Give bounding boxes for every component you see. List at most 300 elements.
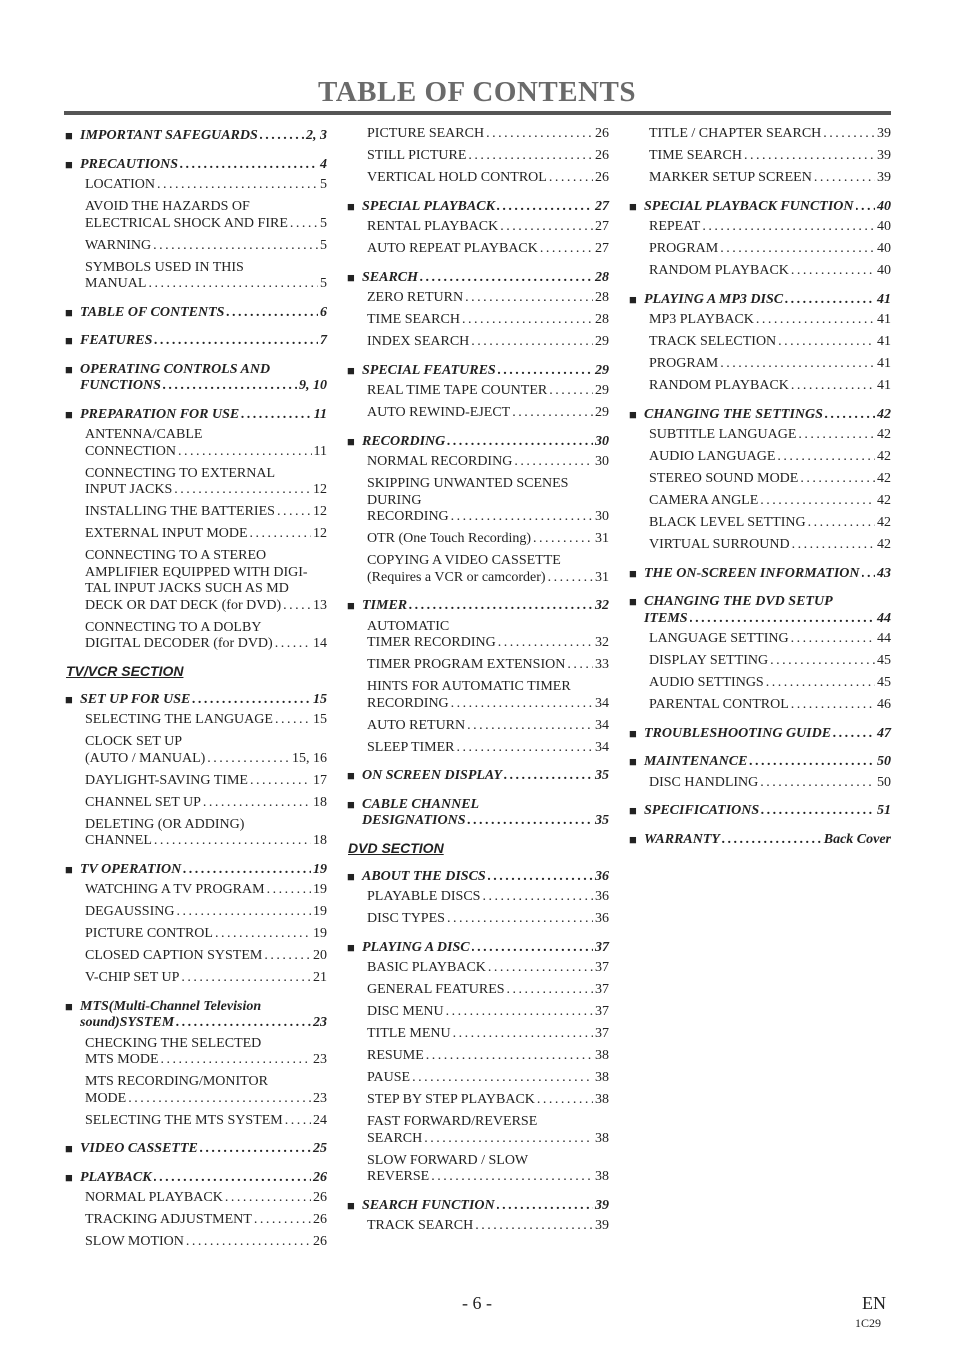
toc-column-1 — [65, 126, 327, 1256]
entry-page: 42 — [877, 493, 891, 508]
page-title: TABLE OF CONTENTS — [318, 76, 636, 108]
entry-page: 9, 10 — [299, 378, 327, 393]
toc-subentry[interactable] — [629, 537, 891, 554]
toc-subentry[interactable] — [347, 290, 609, 307]
toc-section-entry[interactable] — [65, 362, 327, 395]
entry-page: 41 — [877, 356, 891, 371]
entry-title: MP3 PLAYBACK — [649, 312, 754, 327]
entry-page: 45 — [877, 653, 891, 668]
dot-leader — [154, 333, 318, 350]
entry-title: FUNCTIONS — [80, 378, 161, 393]
entry-title: NORMAL RECORDING — [367, 454, 513, 469]
dot-leader — [862, 566, 876, 583]
entry-title-lead: DELETING (OR ADDING) — [85, 816, 245, 832]
entry-title: CHANNEL SET UP — [85, 794, 201, 810]
entry-title: ■ SEARCH — [362, 269, 419, 285]
toc-subentry[interactable] — [629, 334, 891, 351]
dot-leader — [174, 482, 311, 499]
toc-subentry[interactable] — [65, 548, 327, 614]
entry-title: TIMER RECORDING — [367, 635, 496, 650]
toc-subentry[interactable] — [65, 1212, 327, 1229]
entry-page: 15 — [313, 712, 327, 727]
dot-leader — [856, 199, 875, 216]
toc-subentry[interactable] — [629, 219, 891, 236]
toc-subentry[interactable] — [347, 383, 609, 400]
toc-subentry[interactable] — [65, 504, 327, 521]
entry-page: 17 — [313, 772, 327, 788]
entry-title: PROGRAM — [649, 356, 719, 371]
entry-page: 30 — [595, 433, 609, 449]
toc-subentry[interactable] — [347, 982, 609, 999]
toc-section-entry[interactable] — [65, 692, 327, 709]
entry-title: ■ CHANGING THE SETTINGS — [644, 406, 823, 422]
dot-leader — [161, 1052, 311, 1069]
entry-title: LOCATION — [85, 177, 155, 192]
toc-subentry[interactable] — [629, 241, 891, 258]
dot-leader — [207, 751, 290, 768]
dot-leader — [176, 1015, 311, 1032]
entry-title-lead: MTS RECORDING/MONITOR — [85, 1074, 268, 1089]
toc-subentry[interactable] — [347, 1218, 609, 1235]
toc-subentry[interactable] — [65, 948, 327, 965]
dot-leader — [409, 598, 593, 615]
entry-title: DISC MENU — [367, 1004, 444, 1019]
section-heading: DVD SECTION — [348, 839, 444, 856]
toc-subentry[interactable] — [65, 199, 327, 232]
entry-page: 25 — [313, 1141, 327, 1156]
entry-page: 26 — [313, 1190, 327, 1205]
entry-page: 26 — [595, 126, 609, 141]
toc-subentry[interactable] — [347, 911, 609, 928]
toc-subentry[interactable] — [347, 889, 609, 906]
toc-subentry[interactable] — [65, 177, 327, 194]
dot-leader — [791, 378, 875, 395]
entry-title: REVERSE — [367, 1169, 430, 1184]
entry-page: 13 — [313, 597, 327, 613]
entry-title-lead: ■ MTS(Multi-Channel Television — [80, 998, 262, 1014]
entry-title: MTS MODE — [85, 1052, 159, 1067]
dot-leader — [275, 712, 311, 729]
toc-subentry[interactable] — [629, 263, 891, 280]
entry-page: 39 — [877, 148, 891, 163]
dot-leader — [453, 1026, 593, 1043]
toc-subentry[interactable] — [347, 334, 609, 351]
entry-title: RECORDING — [367, 695, 449, 711]
entry-page: 44 — [877, 631, 891, 646]
toc-subentry[interactable] — [65, 1074, 327, 1107]
toc-subentry[interactable] — [65, 526, 327, 543]
entry-page: 6 — [320, 304, 327, 320]
dot-leader — [549, 170, 593, 187]
entry-page: 28 — [595, 269, 609, 285]
toc-subentry[interactable] — [629, 493, 891, 510]
toc-subentry[interactable] — [65, 1190, 327, 1207]
entry-title: AUTO REPEAT PLAYBACK — [367, 241, 538, 256]
entry-title: TRACKING ADJUSTMENT — [85, 1212, 252, 1227]
entry-page: 4 — [320, 156, 327, 172]
toc-column-3 — [629, 126, 891, 852]
toc-subentry[interactable] — [629, 631, 891, 648]
dot-leader — [486, 126, 593, 143]
toc-subentry[interactable] — [629, 675, 891, 692]
entry-page: 50 — [877, 754, 891, 769]
dot-leader — [777, 449, 875, 466]
entry-page: 26 — [313, 1169, 327, 1185]
entry-page: 28 — [595, 290, 609, 305]
dot-leader — [471, 334, 593, 351]
toc-subentry[interactable] — [347, 405, 609, 422]
toc-section-entry[interactable] — [347, 199, 609, 216]
entry-page: 40 — [877, 241, 891, 256]
toc-section-entry[interactable] — [65, 128, 327, 145]
toc-subentry[interactable] — [65, 926, 327, 943]
entry-title: DAYLIGHT-SAVING TIME — [85, 772, 248, 788]
toc-subentry[interactable] — [65, 1234, 327, 1251]
entry-page: 14 — [313, 636, 327, 651]
entry-page: 38 — [595, 1169, 609, 1184]
toc-section-entry[interactable] — [629, 566, 891, 583]
toc-section-entry[interactable] — [347, 434, 609, 451]
entry-page: 26 — [313, 1212, 327, 1227]
dot-leader — [163, 378, 297, 395]
toc-subentry[interactable] — [347, 679, 609, 712]
dot-leader — [283, 598, 311, 615]
toc-section-entry[interactable] — [65, 305, 327, 322]
entry-title: MODE — [85, 1090, 127, 1106]
entry-title-lead: SLOW FORWARD / SLOW — [367, 1152, 529, 1168]
entry-title: STEREO SOUND MODE — [649, 471, 799, 486]
toc-subentry[interactable] — [629, 427, 891, 444]
entry-title: DISC HANDLING — [649, 774, 759, 790]
toc-subentry[interactable] — [347, 241, 609, 258]
toc-section-entry[interactable] — [65, 407, 327, 424]
entry-title: ITEMS — [644, 610, 688, 626]
entry-title: DESIGNATIONS — [362, 813, 466, 828]
toc-subentry[interactable] — [65, 260, 327, 293]
entry-page: 39 — [877, 126, 891, 141]
dot-leader — [467, 718, 593, 735]
toc-section-entry[interactable] — [65, 333, 327, 350]
toc-section-entry[interactable] — [629, 803, 891, 820]
toc-section-entry[interactable] — [65, 157, 327, 174]
dot-leader — [798, 427, 875, 444]
entry-page: 36 — [595, 889, 609, 904]
toc-subentry[interactable] — [629, 126, 891, 143]
dot-leader — [203, 795, 311, 812]
entry-page: 36 — [595, 911, 609, 926]
toc-section-entry[interactable] — [347, 869, 609, 886]
toc-subentry[interactable] — [629, 170, 891, 187]
dot-leader — [250, 526, 311, 543]
entry-page: 23 — [313, 1015, 327, 1030]
entry-page: 19 — [313, 904, 327, 919]
toc-subentry[interactable] — [65, 882, 327, 899]
toc-section-entry[interactable] — [629, 292, 891, 309]
dot-leader — [181, 970, 311, 987]
dot-leader — [761, 803, 875, 820]
toc-section-entry[interactable] — [347, 940, 609, 957]
toc-subentry[interactable] — [347, 312, 609, 329]
dot-leader — [178, 444, 312, 461]
entry-title: INDEX SEARCH — [367, 334, 470, 349]
entry-page: 19 — [313, 882, 327, 897]
toc-section-entry[interactable] — [65, 1141, 327, 1158]
toc-subentry[interactable] — [347, 454, 609, 471]
entry-page: 42 — [877, 537, 891, 552]
dot-leader — [200, 1141, 311, 1158]
entry-title: (Requires a VCR or camcorder) — [367, 569, 546, 585]
entry-title: ZERO RETURN — [367, 290, 464, 305]
toc-subentry[interactable] — [629, 312, 891, 329]
toc-section-entry[interactable] — [347, 598, 609, 615]
dot-leader — [756, 312, 875, 329]
dot-leader — [497, 1198, 593, 1215]
dot-leader — [157, 177, 318, 194]
entry-page: 27 — [595, 241, 609, 256]
entry-page: 45 — [877, 675, 891, 690]
entry-title-lead: SKIPPING UNWANTED SCENES DURING — [367, 476, 569, 508]
dot-leader — [770, 653, 875, 670]
entry-page: 20 — [313, 948, 327, 963]
entry-title-lead: HINTS FOR AUTOMATIC TIMER — [367, 679, 571, 694]
dot-leader — [690, 611, 875, 628]
entry-page: 41 — [877, 291, 891, 307]
entry-title: PARENTAL CONTROL — [649, 697, 789, 712]
dot-leader — [504, 768, 593, 785]
toc-section-entry[interactable] — [347, 797, 609, 830]
dot-leader — [791, 697, 875, 714]
toc-subentry[interactable] — [65, 466, 327, 499]
dot-leader — [225, 1190, 311, 1207]
toc-subentry[interactable] — [347, 170, 609, 187]
dot-leader — [800, 471, 875, 488]
toc-subentry[interactable] — [347, 1114, 609, 1147]
entry-title: ■ PRECAUTIONS — [80, 156, 179, 172]
entry-page: 26 — [595, 148, 609, 163]
entry-page: 32 — [595, 635, 609, 650]
toc-section-entry[interactable] — [65, 1170, 327, 1187]
entry-title: ■ SPECIAL FEATURES — [362, 362, 496, 378]
entry-page: 42 — [877, 427, 891, 442]
entry-page: 11 — [313, 443, 327, 459]
dot-leader — [153, 238, 318, 255]
entry-title: SLOW MOTION — [85, 1234, 184, 1249]
toc-section-entry[interactable] — [629, 594, 891, 627]
toc-section-entry[interactable] — [629, 726, 891, 743]
toc-subentry[interactable] — [347, 219, 609, 236]
dot-leader — [250, 773, 311, 790]
toc-subentry[interactable] — [347, 619, 609, 652]
entry-page: 40 — [877, 263, 891, 278]
toc-subentry[interactable] — [629, 775, 891, 792]
entry-title: RENTAL PLAYBACK — [367, 219, 499, 234]
entry-title: ■ RECORDING — [362, 433, 446, 449]
toc-subentry[interactable] — [65, 1036, 327, 1069]
entry-page: 47 — [877, 725, 891, 741]
toc-section-entry[interactable] — [347, 1198, 609, 1215]
toc-subentry[interactable] — [347, 740, 609, 757]
entry-title: ■ VIDEO CASSETTE — [80, 1141, 198, 1156]
toc-section-entry[interactable] — [629, 754, 891, 771]
toc-subentry[interactable] — [347, 1092, 609, 1109]
dot-leader — [192, 692, 311, 709]
dot-leader — [814, 170, 875, 187]
toc-subentry[interactable] — [347, 718, 609, 735]
entry-page: 27 — [595, 219, 609, 234]
entry-title: RESUME — [367, 1048, 424, 1063]
toc-subentry[interactable] — [347, 148, 609, 165]
entry-title: ■ SPECIFICATIONS — [644, 803, 760, 818]
entry-title: ■ PLAYING A DISC — [362, 939, 470, 955]
entry-title: ■ SEARCH FUNCTION — [362, 1197, 495, 1213]
dot-leader — [447, 434, 593, 451]
toc-section-entry[interactable] — [629, 407, 891, 424]
entry-title: WARNING — [85, 237, 152, 253]
entry-title: RECORDING — [367, 509, 449, 524]
toc-subentry[interactable] — [65, 1113, 327, 1130]
toc-subentry[interactable] — [347, 657, 609, 674]
dot-leader — [540, 241, 593, 258]
entry-page: 12 — [313, 482, 327, 497]
toc-subentry[interactable] — [65, 970, 327, 987]
entry-page: 28 — [595, 312, 609, 327]
entry-page: 35 — [595, 768, 609, 783]
entry-page: 26 — [313, 1234, 327, 1249]
toc-subentry[interactable] — [347, 531, 609, 548]
dot-leader — [241, 407, 312, 424]
entry-title: MARKER SETUP SCREEN — [649, 170, 812, 185]
toc-subentry[interactable] — [347, 126, 609, 143]
entry-title-lead: ■ OPERATING CONTROLS AND — [80, 361, 271, 377]
toc-subentry[interactable] — [65, 620, 327, 653]
toc-subentry[interactable] — [347, 1153, 609, 1186]
entry-page: 50 — [877, 774, 891, 790]
dot-leader — [267, 882, 311, 899]
toc-section-entry[interactable] — [65, 862, 327, 879]
toc-subentry[interactable] — [347, 1004, 609, 1021]
entry-title: ■ PLAYING A MP3 DISC — [644, 291, 784, 307]
toc-subentry[interactable] — [65, 773, 327, 790]
entry-title: STILL PICTURE — [367, 148, 467, 163]
entry-title: SUBTITLE LANGUAGE — [649, 427, 797, 442]
toc-subentry[interactable] — [629, 449, 891, 466]
toc-section-entry[interactable] — [347, 270, 609, 287]
entry-page: 39 — [595, 1197, 609, 1213]
toc-section-entry[interactable] — [629, 832, 891, 849]
toc-subentry[interactable] — [347, 960, 609, 977]
entry-page: 42 — [877, 406, 891, 422]
toc-subentry[interactable] — [65, 427, 327, 460]
toc-subentry[interactable] — [347, 553, 609, 586]
entry-page: 35 — [595, 813, 609, 828]
entry-title-lead: CONNECTING TO A STEREO AMPLIFIER EQUIPPED WITH DIGI-TAL INPUT JACKS SUCH AS MD — [85, 548, 308, 596]
entry-title: NORMAL PLAYBACK — [85, 1190, 223, 1205]
toc-subentry[interactable] — [65, 795, 327, 812]
toc-column-2 — [347, 126, 609, 1240]
entry-title-lead: FAST FORWARD/REVERSE — [367, 1114, 538, 1129]
dot-leader — [702, 219, 875, 236]
entry-title-lead: COPYING A VIDEO CASSETTE — [367, 553, 561, 568]
dot-leader — [183, 862, 311, 879]
toc-subentry[interactable] — [347, 1026, 609, 1043]
entry-page: 34 — [595, 695, 609, 711]
dot-leader — [791, 631, 875, 648]
entry-title: TRACK SELECTION — [649, 334, 777, 349]
dot-leader — [275, 636, 311, 653]
entry-page: 31 — [595, 531, 609, 546]
toc-subentry[interactable] — [629, 653, 891, 670]
entry-page: 37 — [595, 1004, 609, 1019]
toc-subentry[interactable] — [65, 904, 327, 921]
dot-leader — [823, 126, 875, 143]
entry-page: 12 — [313, 504, 327, 519]
dot-leader — [785, 292, 875, 309]
dot-leader — [260, 128, 304, 145]
entry-title: V-CHIP SET UP — [85, 970, 180, 985]
dot-leader — [760, 775, 875, 792]
dot-leader — [285, 1113, 311, 1130]
toc-subentry[interactable] — [65, 817, 327, 850]
entry-title: SELECTING THE LANGUAGE — [85, 712, 273, 727]
entry-title: PICTURE SEARCH — [367, 126, 485, 141]
dot-leader — [497, 199, 593, 216]
entry-title: AUTO REWIND-EJECT — [367, 405, 511, 420]
entry-page: 29 — [595, 405, 609, 420]
toc-subentry[interactable] — [629, 356, 891, 373]
entry-page: 39 — [877, 170, 891, 185]
toc-section-entry[interactable] — [347, 768, 609, 785]
dot-leader — [512, 405, 593, 422]
language-code: EN — [862, 1293, 886, 1313]
entry-title: ELECTRICAL SHOCK AND FIRE — [85, 215, 288, 231]
toc-section-entry[interactable] — [347, 363, 609, 380]
entry-page: 27 — [595, 198, 609, 214]
entry-page: 40 — [877, 219, 891, 234]
dot-leader — [760, 493, 875, 510]
toc-subentry[interactable] — [629, 148, 891, 165]
entry-page: 18 — [313, 794, 327, 810]
entry-title: SELECTING THE MTS SYSTEM — [85, 1112, 283, 1128]
toc-subentry[interactable] — [65, 712, 327, 729]
toc-section-entry[interactable] — [65, 999, 327, 1032]
toc-subentry[interactable] — [65, 734, 327, 767]
toc-subentry[interactable] — [629, 471, 891, 488]
entry-title: DISC TYPES — [367, 911, 445, 926]
entry-page: 12 — [313, 526, 327, 541]
dot-leader — [825, 407, 875, 424]
toc-subentry[interactable] — [347, 1048, 609, 1065]
toc-subentry[interactable] — [629, 378, 891, 395]
dot-leader — [482, 889, 593, 906]
toc-subentry[interactable] — [629, 515, 891, 532]
dot-leader — [722, 832, 822, 849]
entry-page: 38 — [595, 1092, 609, 1107]
entry-title: TIME SEARCH — [649, 148, 742, 163]
entry-title-lead: ■ CHANGING THE DVD SETUP — [644, 594, 833, 609]
entry-page: 42 — [877, 515, 891, 530]
entry-title: INSTALLING THE BATTERIES — [85, 504, 275, 519]
entry-page: 19 — [313, 861, 327, 877]
toc-subentry[interactable] — [347, 1070, 609, 1087]
dot-leader — [507, 982, 593, 999]
toc-subentry[interactable] — [65, 238, 327, 255]
toc-subentry[interactable] — [629, 697, 891, 714]
entry-page: 31 — [595, 569, 609, 585]
toc-section-entry[interactable] — [629, 199, 891, 216]
entry-title: AUTO RETURN — [367, 717, 466, 733]
entry-page: 11 — [313, 406, 327, 422]
toc-subentry[interactable] — [347, 476, 609, 526]
